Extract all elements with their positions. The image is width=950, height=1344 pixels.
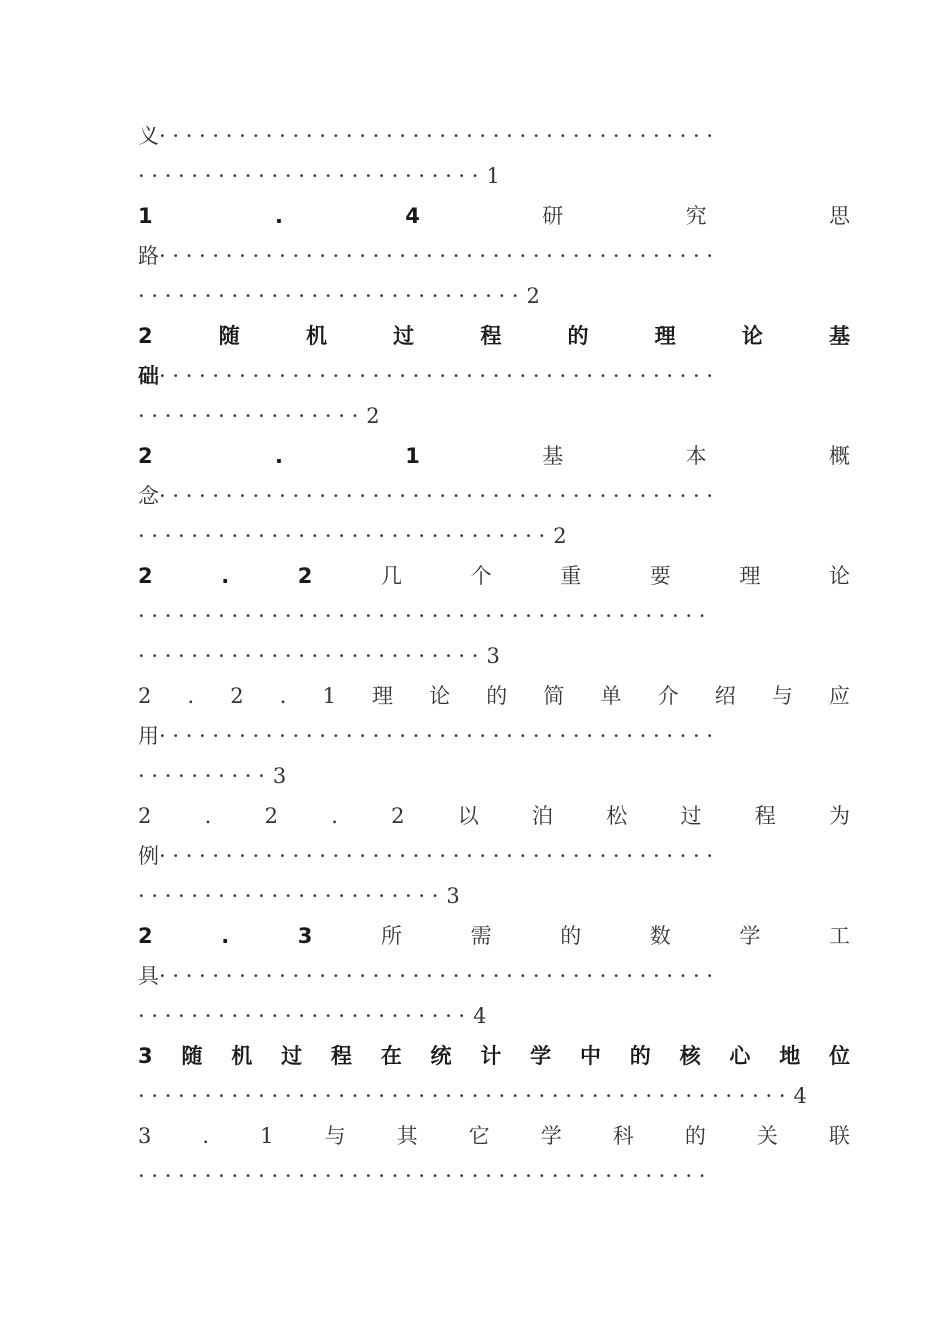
- toc-heading-tail: 用: [138, 724, 159, 748]
- toc-heading-char: 随: [218, 324, 240, 348]
- toc-heading-char: 位: [829, 1044, 850, 1068]
- toc-heading-char: 泊: [532, 804, 553, 828]
- toc-heading-char: 2: [138, 564, 153, 588]
- toc-heading-char: 要: [649, 564, 671, 588]
- toc-line: [138, 436, 850, 476]
- toc-line: [138, 1156, 850, 1196]
- toc-page-number: 1: [486, 164, 500, 188]
- toc-line: [138, 356, 850, 396]
- toc-heading-tail: 义: [138, 124, 159, 148]
- toc-heading-char: 基: [829, 324, 850, 348]
- toc-heading-char: 2: [138, 324, 153, 348]
- toc-heading-char: 过: [680, 804, 702, 828]
- toc-leader-dots: · · · · · · · · · · · · · · · · · · · · · · · · · · · · · · · · · · · · · · · · · ·: [159, 724, 714, 748]
- toc-heading-char: 究: [685, 204, 707, 228]
- toc-heading-char: 研: [542, 204, 564, 228]
- toc-heading-char: 科: [612, 1124, 634, 1148]
- toc-heading-char: 的: [684, 1124, 706, 1148]
- toc-heading-char: 计: [480, 1044, 502, 1068]
- toc-line: [138, 116, 850, 156]
- toc-leader-dots: · · · · · · · · · · · · · · · · · · · · · · · · · · · · · · · · · · · · · · · · · ·: [159, 124, 714, 148]
- toc-heading-char: 联: [828, 1124, 850, 1148]
- toc-leader-dots: · · · · · · · · · · · · · · · · · · · · · · · · · ·: [138, 164, 479, 188]
- toc-heading-char: 所: [381, 924, 403, 948]
- toc-page-number: 2: [366, 404, 380, 428]
- toc-heading-char: 2: [391, 804, 405, 828]
- toc-heading-char: .: [204, 804, 212, 828]
- toc-heading-char: 工: [828, 924, 850, 948]
- toc-heading-tail: 础: [138, 364, 159, 388]
- toc-heading-char: 其: [396, 1124, 418, 1148]
- toc-page-number: 3: [446, 884, 460, 908]
- toc-leader-dots: · · · · · · · · · · · · · · · · · · · · · · ·: [138, 884, 439, 908]
- toc-heading-char: .: [187, 684, 195, 708]
- toc-heading-char: 的: [560, 924, 582, 948]
- toc-page-number: 3: [272, 764, 287, 788]
- toc-heading-char: 2: [230, 684, 244, 708]
- toc-heading-char: 4: [405, 204, 420, 228]
- toc-heading-char: 重: [560, 564, 582, 588]
- toc-page-number: 3: [486, 644, 500, 668]
- toc-heading-char: 核: [679, 1044, 701, 1068]
- toc-leader-dots: · · · · · · · · · · · · · · · · · · · · · · · · · · · · · · · · · · · · · · · · · · · · · · · · ·: [138, 1084, 786, 1108]
- toc-line: [138, 156, 850, 196]
- toc-heading-char: 本: [685, 444, 707, 468]
- toc-heading-char: 简: [543, 684, 565, 708]
- toc-leader-dots: · · · · · · · · · · · · · · · · ·: [138, 404, 359, 428]
- toc-line: [138, 676, 850, 716]
- toc-heading-char: 理: [739, 564, 761, 588]
- toc-heading-char: 学: [540, 1124, 562, 1148]
- toc-leader-dots: · · · · · · · · · · · · · · · · · · · · · · · · · · · · · · · · · · · · · · · · · ·: [159, 244, 714, 268]
- toc-heading-char: 基: [542, 444, 564, 468]
- toc-heading-char: 在: [380, 1044, 402, 1068]
- toc-leader-dots: · · · · · · · · · · · · · · · · · · · · · · · · · · · · · · · · · · · · · · · · · ·: [159, 484, 714, 508]
- toc-heading-char: 它: [468, 1124, 490, 1148]
- toc-line: [138, 836, 850, 876]
- toc-heading-char: 关: [756, 1124, 778, 1148]
- toc-leader-dots: · · · · · · · · · · · · · · · · · · · · · · · · · · · · · · · · · · · · · · · · · · ·: [138, 604, 706, 628]
- toc-heading-char: .: [221, 564, 230, 588]
- toc-heading-char: 的: [567, 324, 589, 348]
- toc-heading-char: 概: [828, 444, 850, 468]
- toc-heading-char: .: [221, 924, 230, 948]
- toc-line: [138, 716, 850, 756]
- toc-heading-char: .: [279, 684, 287, 708]
- toc-line: [138, 996, 850, 1036]
- toc-heading-char: 介: [657, 684, 679, 708]
- toc-heading-char: 论: [429, 684, 451, 708]
- toc-heading-char: 以: [457, 804, 479, 828]
- toc-page-number: 2: [553, 524, 567, 548]
- toc-heading-char: 的: [629, 1044, 651, 1068]
- toc-heading-char: 2: [138, 804, 152, 828]
- toc-page-number: 4: [793, 1084, 807, 1108]
- toc-heading-char: 过: [393, 324, 415, 348]
- toc-line: [138, 516, 850, 556]
- toc-line: [138, 876, 850, 916]
- toc-heading-char: 过: [281, 1044, 303, 1068]
- toc-heading-char: 思: [828, 204, 850, 228]
- toc-heading-char: 与: [771, 684, 793, 708]
- toc-heading-char: .: [274, 444, 283, 468]
- toc-heading-char: 地: [779, 1044, 801, 1068]
- toc-leader-dots: · · · · · · · · · · · · · · · · · · · · · · · · · · · · · · ·: [138, 524, 546, 548]
- toc-line: [138, 596, 850, 636]
- toc-line: [138, 236, 850, 276]
- toc-heading-char: 几: [381, 564, 403, 588]
- toc-heading-char: 学: [739, 924, 761, 948]
- toc-line: [138, 396, 850, 436]
- toc-heading-char: 需: [470, 924, 492, 948]
- toc-heading-tail: 念: [138, 484, 159, 508]
- toc-line: [138, 276, 850, 316]
- toc-line: [138, 316, 850, 356]
- toc-line: [138, 1076, 850, 1116]
- toc-leader-dots: · · · · · · · · · · · · · · · · · · · · · · · · · · · · · · · · · · · · · · · · · · ·: [138, 1164, 706, 1188]
- toc-line: [138, 556, 850, 596]
- toc-heading-char: 程: [480, 324, 502, 348]
- toc-heading-char: 松: [606, 804, 628, 828]
- toc-heading-char: 3: [297, 924, 313, 948]
- toc-leader-dots: · · · · · · · · · ·: [138, 764, 265, 788]
- toc-line: [138, 1116, 850, 1156]
- toc-heading-char: .: [202, 1124, 210, 1148]
- toc-page-number: 2: [526, 284, 540, 308]
- toc-heading-char: 中: [579, 1044, 601, 1068]
- toc-heading-char: 理: [372, 684, 394, 708]
- toc-heading-char: 2: [138, 444, 153, 468]
- toc-heading-char: .: [274, 204, 283, 228]
- toc-heading-char: 3: [138, 1044, 153, 1068]
- toc-heading-char: 2: [138, 924, 153, 948]
- toc-heading-tail: 例: [138, 844, 159, 868]
- toc-leader-dots: · · · · · · · · · · · · · · · · · · · · · · · · · ·: [138, 644, 479, 668]
- toc-heading-char: 心: [729, 1044, 751, 1068]
- toc-line: [138, 756, 850, 796]
- toc-line: [138, 636, 850, 676]
- toc-heading-char: 1: [138, 204, 153, 228]
- toc-heading-char: 个: [470, 564, 492, 588]
- toc-heading-char: 2: [264, 804, 278, 828]
- toc-leader-dots: · · · · · · · · · · · · · · · · · · · · · · · · · · · · ·: [138, 284, 519, 308]
- toc-line: [138, 916, 850, 956]
- toc-line: [138, 796, 850, 836]
- toc-heading-tail: 具: [138, 964, 159, 988]
- toc-heading-char: 随: [181, 1044, 203, 1068]
- toc-leader-dots: · · · · · · · · · · · · · · · · · · · · · · · · · · · · · · · · · · · · · · · · · ·: [159, 844, 714, 868]
- toc-line: [138, 476, 850, 516]
- toc-heading-char: 应: [828, 684, 850, 708]
- toc-heading-char: 的: [486, 684, 508, 708]
- toc-heading-char: 理: [654, 324, 676, 348]
- toc-line: [138, 956, 850, 996]
- toc-heading-char: 1: [260, 1124, 274, 1148]
- toc-leader-dots: · · · · · · · · · · · · · · · · · · · · · · · · · · · · · · · · · · · · · · · · · ·: [159, 364, 714, 388]
- toc-heading-char: 与: [324, 1124, 346, 1148]
- toc-heading-char: 程: [754, 804, 776, 828]
- toc-line: [138, 1036, 850, 1076]
- toc-heading-char: .: [331, 804, 338, 828]
- toc-heading-char: 1: [405, 444, 420, 468]
- toc-heading-char: 3: [138, 1124, 152, 1148]
- toc-heading-char: 程: [330, 1044, 352, 1068]
- toc-heading-char: 论: [741, 324, 763, 348]
- toc-heading-char: 为: [829, 804, 850, 828]
- toc-heading-char: 绍: [714, 684, 736, 708]
- toc-line: [138, 196, 850, 236]
- toc-heading-tail: 路: [138, 244, 159, 268]
- toc-heading-char: 学: [530, 1044, 552, 1068]
- toc-heading-char: 1: [322, 684, 336, 708]
- toc-heading-char: 论: [828, 564, 850, 588]
- toc-leader-dots: · · · · · · · · · · · · · · · · · · · · · · · · · · · · · · · · · · · · · · · · · ·: [159, 964, 714, 988]
- toc-heading-char: 机: [305, 324, 327, 348]
- toc-leader-dots: · · · · · · · · · · · · · · · · · · · · · · · · ·: [138, 1004, 466, 1028]
- toc-heading-char: 机: [231, 1044, 253, 1068]
- toc-heading-char: 单: [600, 684, 622, 708]
- toc-page-number: 4: [473, 1004, 487, 1028]
- toc-heading-char: 2: [138, 684, 152, 708]
- toc-heading-char: 统: [430, 1044, 452, 1068]
- toc-heading-char: 数: [649, 924, 671, 948]
- toc-heading-char: 2: [297, 564, 313, 588]
